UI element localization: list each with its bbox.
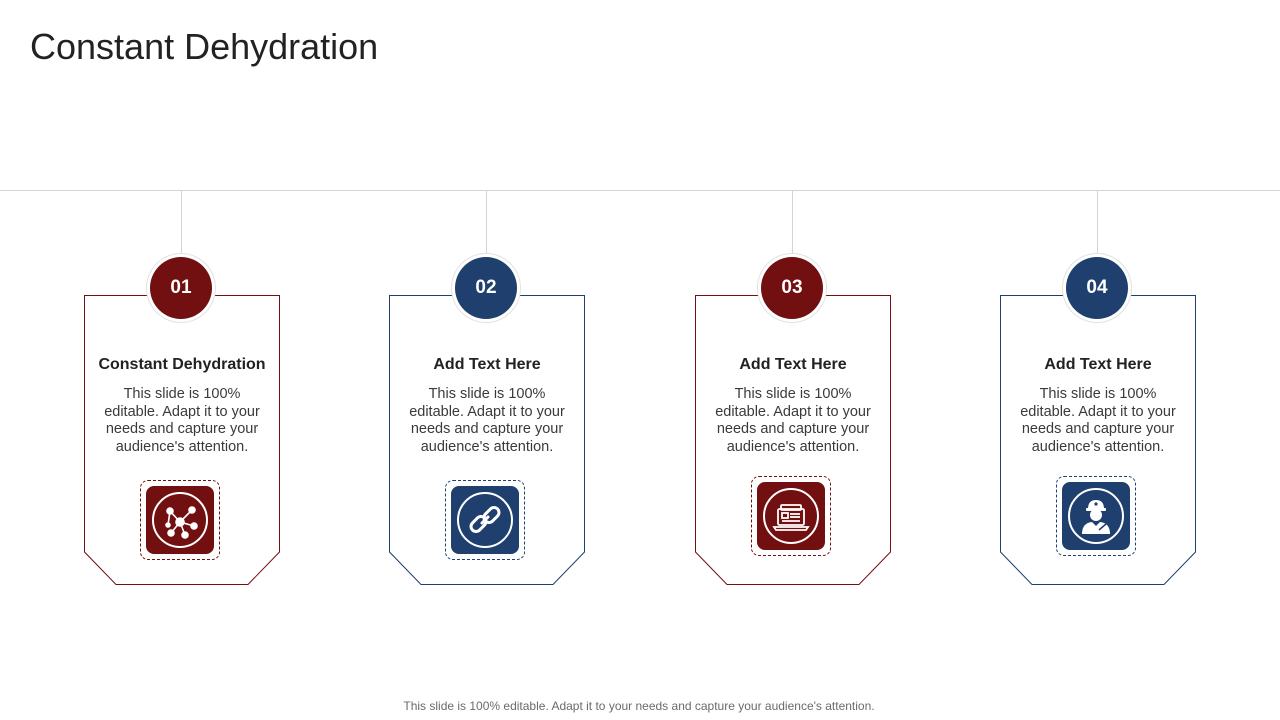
step-number-badge: 02 bbox=[455, 257, 517, 319]
footer-note: This slide is 100% editable. Adapt it to your needs and capture your audience's attention. bbox=[403, 699, 875, 713]
step-number-badge: 01 bbox=[150, 257, 212, 319]
laptop-icon bbox=[757, 482, 825, 550]
card-description: This slide is 100% editable. Adapt it to your needs and capture your audience's attention. bbox=[409, 386, 565, 455]
card-title: Constant Dehydration bbox=[98, 356, 266, 373]
card-description: This slide is 100% editable. Adapt it to your needs and capture your audience's attention. bbox=[1020, 386, 1176, 455]
step-number-badge: 04 bbox=[1066, 257, 1128, 319]
network-icon bbox=[146, 486, 214, 554]
step-card-4 bbox=[999, 190, 1197, 586]
card-description: This slide is 100% editable. Adapt it to your needs and capture your audience's attention. bbox=[715, 386, 871, 455]
card-title: Add Text Here bbox=[1044, 356, 1152, 373]
worker-icon bbox=[1062, 482, 1130, 550]
step-card-2 bbox=[388, 190, 586, 586]
icon-frame bbox=[751, 476, 831, 556]
icon-frame bbox=[140, 480, 220, 560]
icon-frame bbox=[445, 480, 525, 560]
card-description: This slide is 100% editable. Adapt it to your needs and capture your audience's attention. bbox=[104, 386, 260, 455]
card-title: Add Text Here bbox=[433, 356, 541, 373]
card-title: Add Text Here bbox=[739, 356, 847, 373]
step-card-1 bbox=[83, 190, 281, 586]
icon-frame bbox=[1056, 476, 1136, 556]
step-card-3 bbox=[694, 190, 892, 586]
chain-link-icon bbox=[451, 486, 519, 554]
page-title: Constant Dehydration bbox=[30, 26, 379, 67]
step-number-badge: 03 bbox=[761, 257, 823, 319]
